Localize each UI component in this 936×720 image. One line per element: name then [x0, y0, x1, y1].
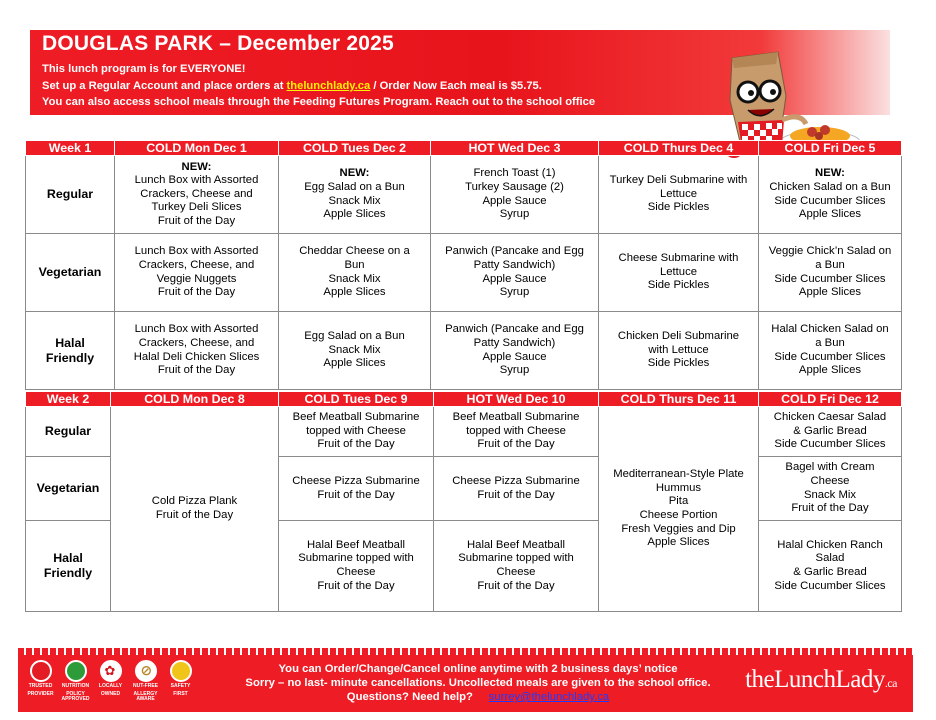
support-email-link[interactable]: surrey@thelunchlady.ca	[488, 691, 610, 703]
menu-item-line: Cheese Pizza Submarine	[452, 474, 580, 487]
menu-item-line: with Lettuce	[648, 343, 709, 356]
menu-item-line: Beef Meatball Submarine	[452, 411, 580, 424]
row-label-text: Halal Friendly	[45, 335, 95, 365]
menu-cell	[759, 457, 902, 521]
menu-item-line: Crackers, Cheese and	[140, 187, 253, 200]
menu-item-line: Apple Slices	[647, 536, 710, 549]
week-1-menu-table	[25, 140, 902, 390]
menu-cell	[431, 234, 599, 312]
certification-badges	[24, 660, 197, 703]
row-label: Vegetarian	[26, 457, 111, 521]
menu-item-line: Panwich (Pancake and Egg	[445, 245, 584, 258]
menu-item-line: Side Pickles	[647, 279, 710, 292]
badge-caption: NUTRITION	[61, 683, 90, 689]
menu-item-line: Side Cucumber Slices	[774, 579, 886, 592]
footer-notice	[218, 662, 738, 704]
menu-cell	[111, 407, 279, 612]
badge-caption: POLICY APPROVED	[61, 690, 90, 702]
menu-cell	[431, 312, 599, 390]
apple-icon	[65, 660, 87, 682]
menu-cell	[279, 407, 434, 457]
badge-caption: PROVIDER	[27, 690, 54, 697]
menu-item-line: Fruit of the Day	[791, 502, 869, 515]
menu-cell	[434, 521, 599, 612]
footer-line-order: You can Order/Change/Cancel online anytime with 2 business days’ notice	[278, 663, 678, 675]
menu-item-line: & Garlic Bread	[793, 424, 867, 437]
menu-item-line: Turkey Sausage (2)	[465, 180, 564, 193]
menu-item-line: French Toast (1)	[473, 167, 556, 180]
menu-item-line: Halal Chicken Salad on	[771, 323, 889, 336]
menu-cell	[434, 407, 599, 457]
badge-trusted-provider	[24, 660, 57, 703]
menu-cell	[759, 156, 902, 234]
menu-item-line: Lettuce	[659, 187, 698, 200]
help-text: Questions? Need help?	[346, 691, 473, 703]
week-1-row-regular	[26, 156, 902, 234]
menu-item-line: Fruit of the Day	[317, 579, 395, 592]
badge-caption: ALLERGY AWARE	[133, 690, 158, 702]
badge-nut-free	[129, 660, 162, 703]
menu-item-line: Halal Deli Chicken Slices	[133, 350, 260, 363]
menu-item-line: Snack Mix	[328, 272, 381, 285]
menu-cell	[431, 156, 599, 234]
new-item-badge: NEW:	[815, 167, 845, 180]
menu-item-line: Side Cucumber Slices	[774, 272, 886, 285]
menu-item-line: Halal Chicken Ranch	[777, 538, 883, 551]
menu-item-line: Fruit of the Day	[317, 488, 395, 501]
week-label: Week 2	[26, 392, 111, 407]
menu-item-line: Fruit of the Day	[477, 488, 555, 501]
menu-item-line: Syrup	[499, 208, 530, 221]
menu-cell	[434, 457, 599, 521]
brand-name: theLunchLady	[745, 666, 885, 693]
order-instructions	[42, 80, 542, 92]
menu-item-line: Side Cucumber Slices	[774, 438, 886, 451]
menu-item-line: Crackers, Cheese, and	[138, 336, 255, 349]
badge-caption: NUT-FREE	[133, 683, 158, 689]
header-banner	[30, 30, 890, 115]
menu-item-line: Apple Sauce	[482, 350, 547, 363]
order-price-text: / Order Now Each meal is $5.75.	[373, 80, 542, 92]
brand-suffix: .ca	[884, 676, 897, 690]
menu-item-line: Halal Beef Meatball	[467, 538, 565, 551]
menu-item-line: a Bun	[815, 258, 845, 271]
menu-item-line: Turkey Deli Slices	[151, 201, 242, 214]
menu-item-line: Hummus	[655, 481, 702, 494]
menu-cell	[759, 521, 902, 612]
day-header: HOT Wed Dec 3	[431, 141, 599, 156]
row-label: Vegetarian	[26, 234, 115, 312]
day-header: COLD Thurs Dec 4	[599, 141, 759, 156]
footer-banner	[18, 654, 913, 712]
menu-item-line: a Bun	[815, 336, 845, 349]
menu-item-line: Side Cucumber Slices	[774, 194, 886, 207]
menu-item-line: Egg Salad on a Bun	[304, 330, 405, 343]
menu-item-line: Bagel with Cream	[785, 461, 875, 474]
menu-item-line: Chicken Salad on a Bun	[769, 180, 891, 193]
menu-cell	[279, 521, 434, 612]
maple-leaf-icon: ✿	[100, 660, 122, 682]
new-item-badge: NEW:	[181, 160, 212, 173]
menu-item-line: Apple Slices	[798, 286, 862, 299]
menu-item-line: Egg Salad on a Bun	[304, 180, 405, 193]
week-label: Week 1	[26, 141, 115, 156]
menu-item-line: Patty Sandwich)	[473, 336, 556, 349]
menu-item-line: Snack Mix	[328, 343, 381, 356]
menu-item-line: topped with Cheese	[466, 424, 566, 437]
trusted-provider-icon	[30, 660, 52, 682]
day-header: COLD Thurs Dec 11	[599, 392, 759, 407]
row-label	[26, 312, 115, 390]
menu-item-line: Turkey Deli Submarine with	[609, 174, 748, 187]
menu-item-line: Patty Sandwich)	[473, 258, 556, 271]
menu-item-line: Cheese	[810, 474, 850, 487]
menu-item-line: Snack Mix	[328, 194, 381, 207]
menu-item-line: Veggie Chick’n Salad on	[768, 245, 892, 258]
badge-nutrition	[59, 660, 92, 703]
day-header: COLD Mon Dec 1	[115, 141, 279, 156]
menu-cell	[279, 457, 434, 521]
day-header: HOT Wed Dec 10	[434, 392, 599, 407]
week-1-header-row	[26, 141, 902, 156]
menu-item-line: Chicken Caesar Salad	[773, 411, 887, 424]
menu-item-line: Snack Mix	[803, 488, 857, 501]
menu-item-line: Mediterranean-Style Plate	[613, 468, 744, 481]
menu-cell	[599, 312, 759, 390]
menu-cell	[759, 312, 902, 390]
new-item-badge: NEW:	[339, 167, 370, 180]
week-2-menu-table	[25, 391, 902, 612]
menu-item-line: Fruit of the Day	[477, 438, 555, 451]
week-1-row-vegetarian	[26, 234, 902, 312]
menu-item-line: Apple Slices	[798, 208, 862, 221]
menu-item-line: & Garlic Bread	[793, 566, 867, 578]
badge-caption: LOCALLY	[98, 683, 123, 689]
menu-item-line: Apple Sauce	[482, 272, 547, 285]
menu-item-line: Fresh Veggies and Dip	[621, 522, 736, 535]
menu-cell	[599, 156, 759, 234]
menu-cell	[599, 234, 759, 312]
row-label-text: Halal Friendly	[43, 551, 93, 580]
footer-line-help	[218, 690, 738, 704]
page-title: DOUGLAS PARK – December 2025	[42, 32, 394, 55]
menu-item-line: Fruit of the Day	[317, 438, 395, 451]
row-label: Regular	[26, 407, 111, 457]
menu-item-line: topped with Cheese	[306, 424, 406, 437]
menu-item-line: Pita	[668, 495, 689, 508]
menu-item-line: Submarine topped with	[458, 552, 574, 565]
menu-item-line: Lettuce	[659, 265, 698, 278]
menu-item-line: Cheese	[336, 566, 376, 578]
menu-cell	[115, 234, 279, 312]
menu-item-line: Beef Meatball Submarine	[292, 411, 420, 424]
menu-item-line: Cold Pizza Plank	[151, 495, 238, 508]
menu-item-line: Fruit of the Day	[157, 286, 236, 299]
menu-item-line: Lunch Box with Assorted	[134, 323, 259, 336]
menu-item-line: Side Cucumber Slices	[774, 350, 886, 363]
day-header: COLD Fri Dec 12	[759, 392, 902, 407]
menu-item-line: Side Pickles	[647, 201, 710, 214]
menu-item-line: Crackers, Cheese, and	[138, 258, 255, 271]
menu-item-line: Cheddar Cheese on a	[299, 245, 410, 258]
menu-item-line: Salad	[815, 552, 845, 565]
feeding-futures-note: You can also access school meals through the Feeding Futures Program. Reach out to the school office	[42, 96, 596, 108]
menu-item-line: Apple Sauce	[482, 194, 547, 207]
menu-item-line: Apple Slices	[323, 286, 386, 299]
program-note: This lunch program is for EVERYONE!	[42, 63, 246, 75]
day-header: COLD Mon Dec 8	[111, 392, 279, 407]
menu-cell	[115, 312, 279, 390]
menu-item-line: Cheese Pizza Submarine	[292, 474, 420, 487]
day-header: COLD Fri Dec 5	[759, 141, 902, 156]
menu-item-line: Syrup	[499, 364, 530, 377]
menu-item-line: Side Pickles	[647, 357, 710, 370]
day-header: COLD Tues Dec 9	[279, 392, 434, 407]
menu-item-line: Chicken Deli Submarine	[617, 330, 740, 343]
week-2-header-row	[26, 392, 902, 407]
badge-caption: OWNED	[100, 690, 121, 697]
menu-item-line: Panwich (Pancake and Egg	[445, 323, 584, 336]
menu-item-line: Lunch Box with Assorted	[134, 174, 259, 187]
nut-free-icon: ⊘	[135, 660, 157, 682]
menu-item-line: Veggie Nuggets	[156, 272, 237, 285]
day-header: COLD Tues Dec 2	[279, 141, 431, 156]
menu-item-line: Apple Slices	[323, 357, 386, 370]
menu-item-line: Cheese	[496, 566, 536, 578]
footer-line-cancellation: Sorry – no last- minute cancellations. Uncollected meals are given to the school office.	[245, 677, 711, 689]
week-2-row-regular	[26, 407, 902, 457]
menu-item-line: Submarine topped with	[298, 552, 414, 565]
website-link[interactable]: thelunchlady.ca	[286, 80, 371, 92]
week-1-row-halal	[26, 312, 902, 390]
menu-item-line: Cheese Submarine with	[618, 252, 739, 265]
menu-item-line: Syrup	[499, 286, 530, 299]
brand-logo	[745, 666, 897, 694]
badge-caption: TRUSTED	[28, 683, 53, 689]
menu-cell	[279, 156, 431, 234]
menu-cell	[759, 407, 902, 457]
menu-item-line: Cheese Portion	[639, 509, 718, 521]
menu-item-line: Halal Beef Meatball	[307, 538, 405, 551]
menu-item-line: Fruit of the Day	[157, 364, 236, 377]
menu-item-line: Bun	[344, 258, 365, 271]
menu-item-line: Fruit of the Day	[477, 579, 555, 592]
row-label	[26, 521, 111, 612]
menu-cell	[599, 407, 759, 612]
menu-item-line: Apple Slices	[323, 208, 386, 221]
menu-item-line: Fruit of the Day	[155, 509, 234, 521]
menu-item-line: Apple Slices	[798, 364, 862, 377]
menu-item-line: Lunch Box with Assorted	[134, 245, 259, 258]
menu-item-line: Fruit of the Day	[157, 214, 236, 227]
menu-cell	[115, 156, 279, 234]
badge-caption: FIRST	[173, 690, 188, 697]
order-instructions-text: Set up a Regular Account and place orders at	[42, 80, 284, 92]
menu-cell	[759, 234, 902, 312]
menu-cell	[279, 312, 431, 390]
safety-first-icon	[170, 660, 192, 682]
row-label: Regular	[26, 156, 115, 234]
badge-locally-owned	[94, 660, 127, 703]
menu-cell	[279, 234, 431, 312]
badge-caption: SAFETY	[170, 683, 191, 689]
badge-safety-first	[164, 660, 197, 703]
